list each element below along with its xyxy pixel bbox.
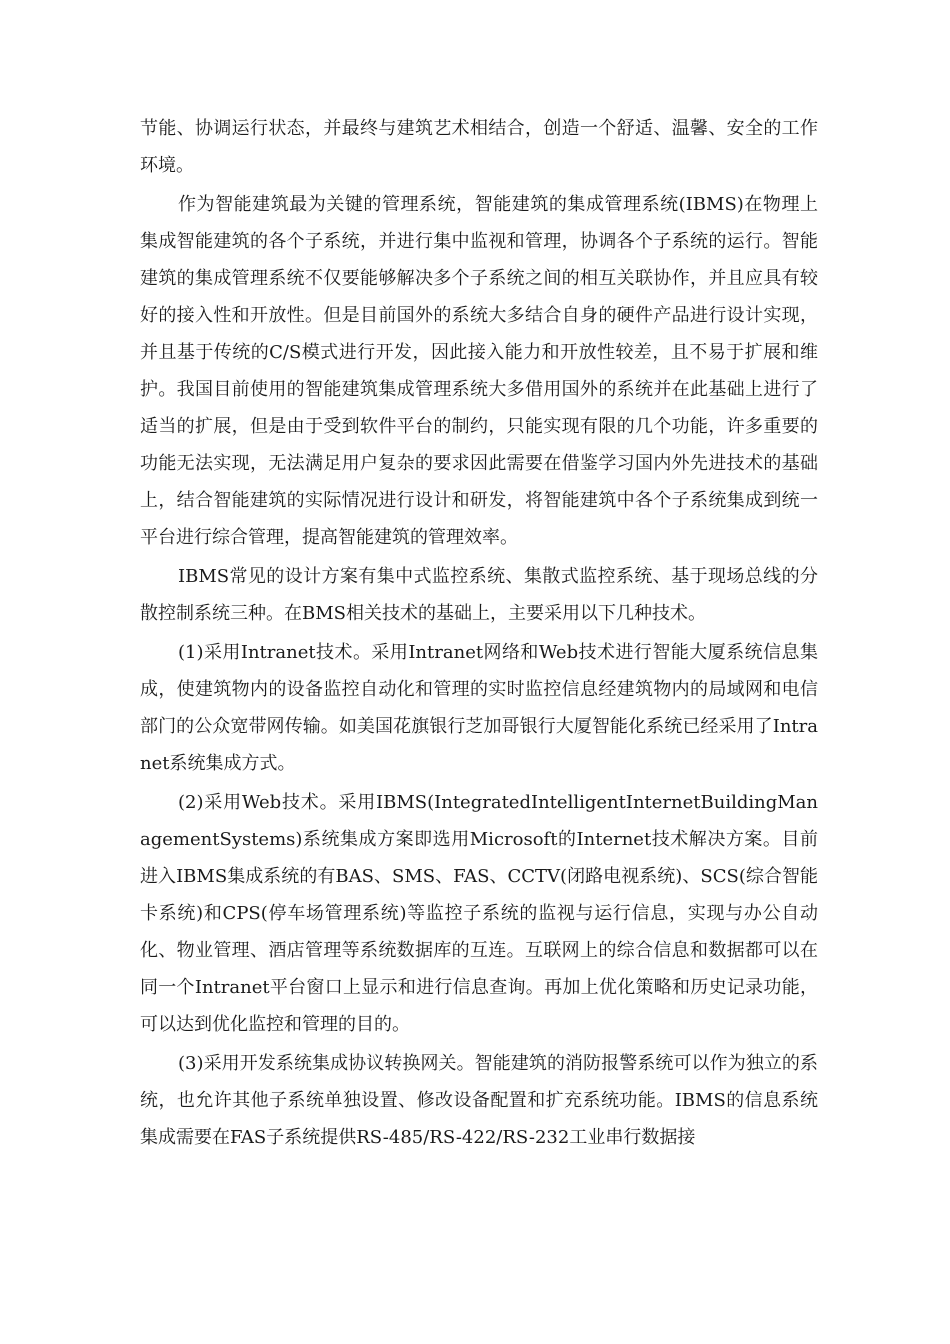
paragraph-1: 节能、协调运行状态，并最终与建筑艺术相结合，创造一个舒适、温馨、安全的工作环境。 bbox=[140, 118, 818, 176]
document-body bbox=[140, 110, 818, 1158]
paragraph-2: 作为智能建筑最为关键的管理系统，智能建筑的集成管理系统(IBMS)在物理上集成智能建筑的各个子系统，并进行集中监视和管理，协调各个子系统的运行。智能建筑的集成管理系统不仅要能够解决多个子系统之间的相互关联协作，并且应具有较好的接入性和开放性。但是目前国外的系统大多结合自身的硬件产品进行设计实现，并且基于传统的C/S模式进行开发，因此接入能力和开放性较差，且不易于扩展和维护。我国目前使用的智能建筑集成管理系统大多借用国外的系统并在此基础上进行了适当的扩展，但是由于受到软件平台的制约，只能实现有限的几个功能，许多重要的功能无法实现，无法满足用户复杂的要求因此需要在借鉴学习国内外先进技术的基础上，结合智能建筑的实际情况进行设计和研发，将智能建筑中各个子系统集成到统一平台进行综合管理，提高智能建筑的管理效率。 bbox=[140, 194, 818, 548]
paragraph-5: (2)采用Web技术。采用IBMS(IntegratedIntelligentInternetBuildingManagementSystems)系统集成方案即选用Microsoft的Internet技术解决方案。目前进入IBMS集成系统的有BAS、SMS、FAS、CCTV(闭路电视系统)、SCS(综合智能卡系统)和CPS(停车场管理系统)等监控子系统的监视与运行信息，实现与办公自动化、物业管理、酒店管理等系统数据库的互连。互联网上的综合信息和数据都可以在同一个Intranet平台窗口上显示和进行信息查询。再加上优化策略和历史记录功能，可以达到优化监控和管理的目的。 bbox=[140, 792, 818, 1035]
paragraph-3: IBMS常见的设计方案有集中式监控系统、集散式监控系统、基于现场总线的分散控制系统三种。在BMS相关技术的基础上，主要采用以下几种技术。 bbox=[140, 566, 818, 624]
paragraph-6: (3)采用开发系统集成协议转换网关。智能建筑的消防报警系统可以作为独立的系统，也允许其他子系统单独设置、修改设备配置和扩充系统功能。IBMS的信息系统集成需要在FAS子系统提供RS-485/RS-422/RS-232工业串行数据接 bbox=[140, 1053, 818, 1148]
paragraph-4: (1)采用Intranet技术。采用Intranet网络和Web技术进行智能大厦系统信息集成，使建筑物内的设备监控自动化和管理的实时监控信息经建筑物内的局域网和电信部门的公众宽带网传输。如美国花旗银行芝加哥银行大厦智能化系统已经采用了Intranet系统集成方式。 bbox=[140, 642, 818, 774]
